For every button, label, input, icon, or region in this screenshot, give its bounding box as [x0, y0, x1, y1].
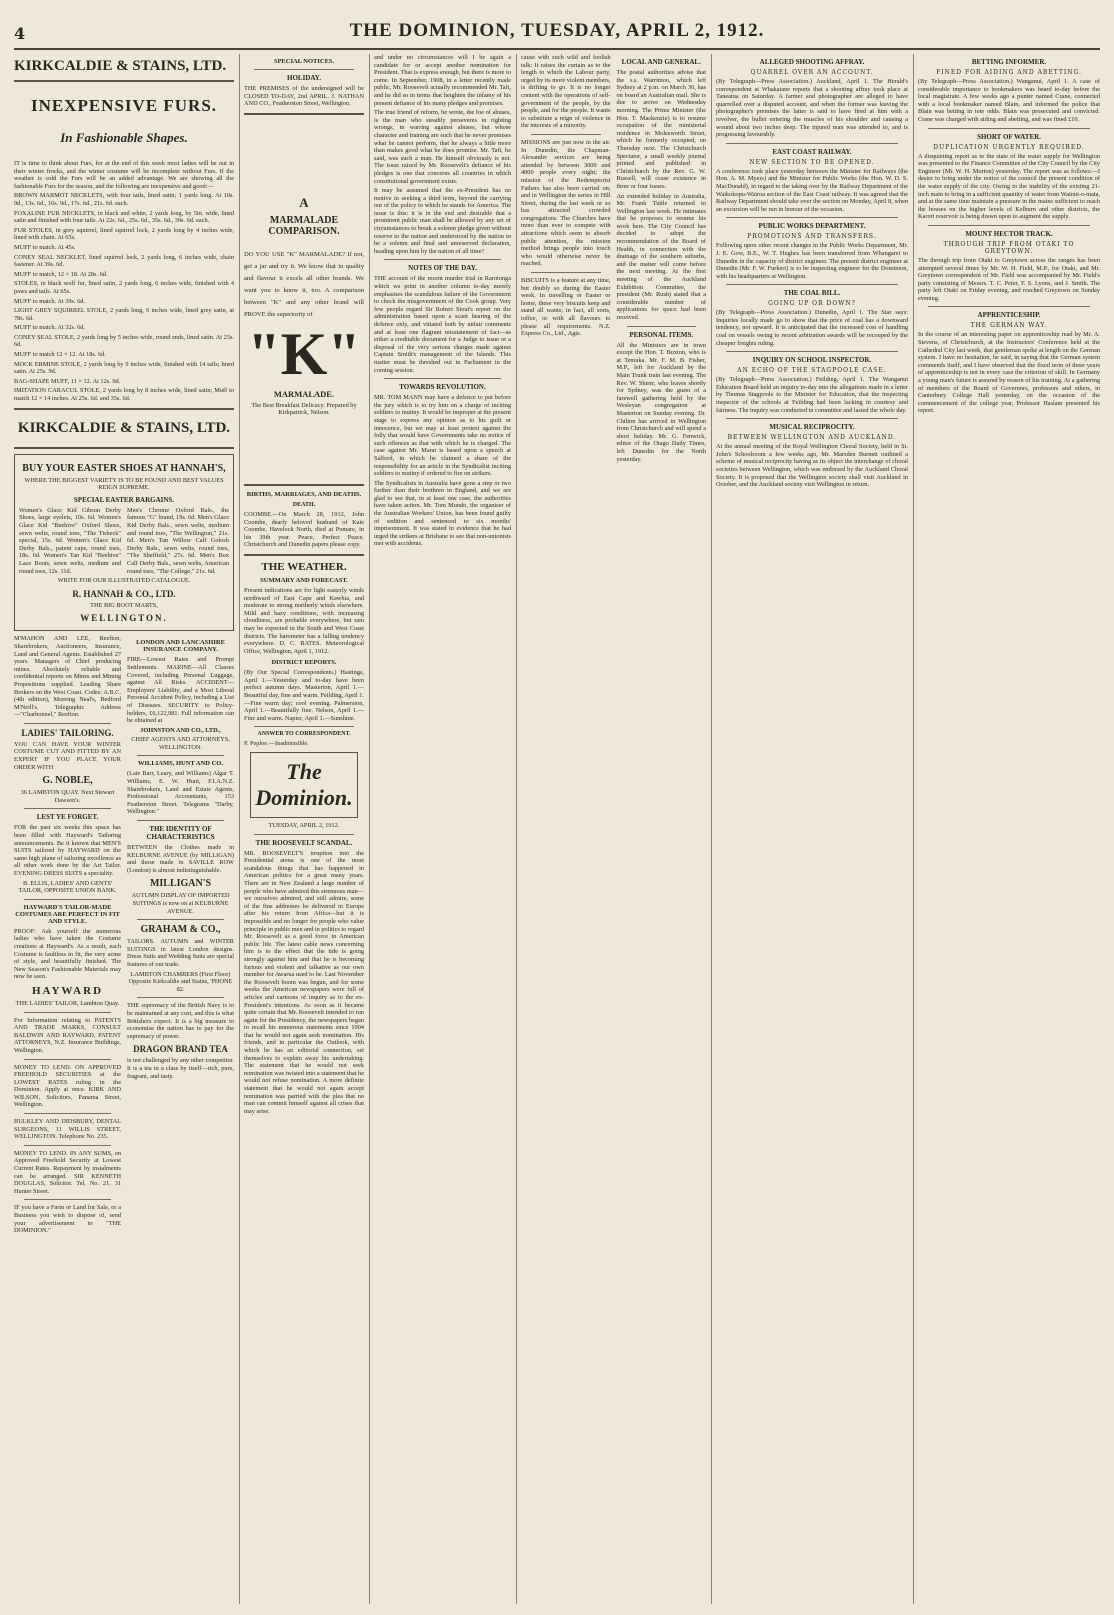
local-body: The postal authorities advise that the s.s. Warrimoo, which left Sydney at 2 p.m. on March 30, has on board an Australian mail. She is due to arrive on Wednesday morning. The Prime Minister (the Hon. T. Mackenzie) is to resume occupation of the ministerial residence in Molesworth Street, which he formerly occupied, on Thursday next. The Christchurch Spectator, a small weekly journal printed and published in Christchurch by the Rev. G. W. Russell, will cease existence in three or four issues. [616, 69, 706, 190]
marmalade-tag: The Best Breakfast Delicacy. Prepared by Kirkpatrick, Nelson. [251, 401, 357, 417]
advert-column [14, 54, 234, 1604]
editorial-column [374, 54, 511, 1604]
bmd-heading: BIRTHS, MARRIAGES, AND DEATHS. [246, 490, 362, 498]
fur-item: FUR STOLES, in grey squirrel, lined squirrel lock, 2 yards long by 4 inches wide, lined with chain. At 65s. [14, 226, 234, 242]
fur-item: IMITATION CARACUL STOLE, 2 yards long by 8 inches wide, lined satin; Muff to match 12 × 14 inches. At 25s. 6d. and 35s. 6d. [14, 387, 234, 403]
dominion-nameplate: The Dominion. [250, 752, 358, 818]
news-column [521, 54, 706, 1604]
lest-body: FOR the past six weeks this space has been filled with Hayward's Tailoring announcements. Be it known that MEN'S SUITS tailored by HAYWARD on the same high plane of tailoring excellence as all other work done by the Art Tailor. EVENING DRESS SUITS a speciality. [14, 824, 121, 877]
divider [24, 1012, 111, 1013]
editorial-paragraph: The true friend of reform, he wrote, the foe of abuses, is the man who steadily perseveres in righting wrongs, in warring against abuses, but whose character and training are such that he never promises what he cannot perform, that he always a little more than makes good what he does promise. Mr. Taft, he said, was such a man. He himself obviously is not. The issue raised by Mr. Roosevelt's defiance of his pledges is one that concerns all countries in which constitutional government exists. [374, 109, 511, 185]
shooting-body: (By Telegraph—Press Association.) Auckland, April 1. The Herald's correspondent at Whakatane reports that a shooting affray took place at Taneatua on Saturday. A farmer and photographer are alleged to have quarrelled over a disputed account, and when the former was leaving the photographer's premises the latter is said to have fired at him with a revolver, the bullet entering the muscles of his shoulder and causing a wound about two inches deep. The injured man was attended to, and is progressing favourably. [716, 78, 908, 139]
fur-item: MUFF to match. At 39s. 6d. [14, 297, 86, 305]
column-rule [913, 54, 914, 1604]
death-notice: COOMBE.—On March 28, 1912, John Coombe, dearly beloved husband of Kate Coombe, Havelock North, died at Pomare, in his 39th year. Peace, Perfect Peace. Christchurch and Dunedin papers please copy. [244, 510, 364, 549]
milligan-body: AUTUMN DISPLAY OF IMPORTED SUITINGS is now on at KELBURNE AVENUE. [131, 892, 230, 915]
personal-heading: PERSONAL ITEMS. [629, 330, 694, 339]
divider [24, 723, 111, 724]
divider [726, 351, 898, 352]
railway-heading: EAST COAST RAILWAY. [772, 147, 852, 156]
holiday-body: THE PREMISES of the undersigned will be CLOSED TO-DAY, 2nd APRIL. J. NATHAN AND CO., Featherston Street, Wellington. [244, 85, 364, 108]
divider [928, 225, 1090, 226]
divider [24, 1199, 111, 1200]
marmalade-name: MARMALADE. [273, 388, 335, 399]
apprentice-heading: APPRENTICESHIP. [977, 311, 1041, 320]
editorial-paragraph: It may be assumed that the ex-President has no motive in seeking a third term, beyond the carrying out of the policy to which he stands for America. The issue is this: it is in the end and desirable that a prominent public man shall be allowed by any set of circumstances to break a solemn pledge given without reserve to the nation and understood by the nation to be a solemn and final and unreserved declaration, heading upon him by the nation of all time? [374, 187, 511, 255]
right-ads [127, 635, 234, 1236]
divider [24, 1113, 111, 1114]
divider [726, 418, 898, 419]
fur-item: MUFF to match 12 × 12. At 18s. 6d. [14, 351, 106, 359]
local-heading: LOCAL AND GENERAL. [621, 58, 701, 66]
divider [24, 1059, 111, 1060]
fur-item: FOXALINE FUR NECKLETS, in black and white, 2 yards long, by 5in. wide, lined satin and finished with four tails. At 22s. 6d., 25s. 6d., 35s. 6d., 39s. 6d. each. [14, 209, 234, 225]
district-reports: (By Our Special Correspondents.) Hastings, April 1.—Yesterday and to-day have been perfect autumn days. Masterton, April 1.—Beautiful day, fine and warm. Feilding, April 1.—Fine warm day; cool evening. Palmerston, April 1.—Beautifully fine. Nelson, April 1.—Fine and warm. Napier, April 1.—Sunshine. [244, 669, 364, 722]
railway-subheading: NEW SECTION TO BE OPENED. [749, 158, 875, 166]
k-logo: "K" [247, 320, 361, 387]
hannah-heading: BUY YOUR EASTER SHOES AT HANNAH'S, [22, 462, 226, 474]
biscuit-advert: BISCUITS is a feature at any time, but doubly so during the Easter week. In travelling or Easter or home, these very biscuits keep and stand all wants; in fact, all sorts, toffee, or with all flavours to please all requirements. N.Z. Express Co., Ltd., Agts. [521, 277, 611, 338]
divider [137, 919, 224, 920]
lest-heading: LEST YE FORGET. [36, 813, 99, 822]
dental-advert: BULKLEY AND DIDSBURY, DENTAL SURGEONS, 11 WILLIS STREET, WELLINGTON. Telephone No. 235. [14, 1118, 121, 1141]
right-news-column [918, 54, 1100, 1604]
hannah-name: R. HANNAH & CO., LTD. [72, 588, 176, 599]
holiday-heading: HOLIDAY. [287, 74, 321, 82]
answer-body: P. Peploe.—Inadmissible. [244, 740, 309, 748]
fur-item: CONEY SEAL STOLE, 2 yards long by 5 inches wide, round ends, lined satin. At 25s. 6d. [14, 333, 234, 349]
divider [928, 306, 1090, 307]
hannah-advert [14, 454, 234, 632]
weather-heading: THE WEATHER. [261, 560, 347, 573]
editorial-continued: and under no circumstances will I be again a candidate for or accept another nomination for President. That is express enough, but there is more to come. In September, 1908, in a letter recently made public, Mr. Roosevelt actually recommended Mr. Taft, and he did so in terms that heighten the infamy of his present defiance of his many pledges and promises. [374, 54, 511, 107]
divider [137, 997, 224, 998]
revolution-body-2: The Syndicalists in Australia have gone a step or two further than their brethren in England, and we are glad to see that, in at least one case, the authorities have taken action. Mr. Tom Mundo, the organiser of the Australian Workers' Union, has been found guilty of sedition and sentenced to six months' imprisonment. It was stated in evidence that he had urged the strikers at Brisbane to see that non-unionists met with accidents. [374, 479, 511, 548]
divider [24, 899, 111, 900]
notes-body: THE account of the recent murder trial in Rarotonga which we print in another column to-day merely emphasises the scandalous failure of the Government to check the misgovernment of the Cook group. Very few people regard Sir Robert Stout's report on the administration based upon a scant hearing of the defence only, and vitiated both by unfair comments and at least one flagrant misstatement of fact—as either a creditable document for a Judge to issue or a disposal of the very serious charges made against Captain Smith's management of the Islands. This matter must be threshed out in Parliament in the coming session. [374, 275, 511, 374]
kirkcaldie-heading: KIRKCALDIE & STAINS, LTD. [14, 58, 227, 74]
lambton-chambers: LAMBTON CHAMBERS (First Floor) Opposite Kirkcaldie and Stains, 'PHONE 82. [128, 970, 233, 993]
dragon-body: is not challenged by any other competitor. It is a tea in a class by itself—rich, pure, fragrant, and tasty. [127, 1057, 234, 1080]
missions-note: MISSIONS are just now in the air. In Dunedin, the Chapman-Alexander services are being attended by between 3000 and 4000 people every night; the mission of the Redemptorist Fathers has also been carried on; and in Wellington the series in Hill Street, during the last week or so has attracted crowded congregations. The Churches have more than ever to compete with attractions which seem to absorb public attention, the mission method brings people into touch who would otherwise never be reached. [521, 138, 611, 268]
water-subheading: DUPLICATION URGENTLY REQUIRED. [933, 143, 1085, 151]
mcmahon-advert: M'MAHON AND LEE, Reefton, Sharebrokers, Auctioneers, Insurance, Land and General Agents. Established 27 years. Managers of Chief producing mines. Absolutely reliable and confidential reports on Mines and Mining Propositions supplied. Leading Share Brokers on the West Coast. Codes: A.B.C. (4th edition), Moreing Neal's, Bedford M'Neill's. Telegraphic Address—"Charbonnel," Reefton. [14, 635, 121, 719]
fur-item: BROWN MARMOT NECKLETS, with four tails, lined satin; 1 yards long. At 10s. 9d., 13s. 6d., 16s. 9d., 17s. 6d., 21s. 6d. each. [14, 192, 234, 207]
notes-heading: NOTES OF THE DAY. [408, 264, 477, 273]
divider [137, 755, 224, 756]
divider [244, 113, 364, 115]
divider [384, 259, 501, 260]
graham-name: GRAHAM & CO., [140, 924, 221, 936]
london-heading: LONDON AND LANCASHIRE INSURANCE COMPANY. [136, 639, 225, 654]
ladies-tailoring-body: YOU CAN HAVE YOUR WINTER COSTUME CUT AND FITTED BY AN EXPERT IF YOU PLACE YOUR ORDER WITH [14, 740, 121, 771]
hannah-men-list: Men's Chrome Oxford Bals., the famous "G" brand, 19s. 6d. Men's Glace Kid Derby Bals., sewn welts, medium and round toes, "The Wellington," 21s. 6d. Men's Tan Willow Calf Golosh Derby Bals., sewn welts, round toes, "The Sheffield," 27s. 6d. Men's Box Calf Derby Bals., sewn welts, American round toes, "The College," 21s. 6d. [127, 506, 229, 575]
divider [254, 834, 354, 835]
school-body: (By Telegraph—Press Association.) Feilding, April 1. The Wanganui Education Board held an inquiry to-day into the allegations made in a letter by Thomas Stagpoole to the Minister for Education, that the inspecting inspector of the schools at Feilding had been lacking in courtesy and fairness. The inquiry was conducted in committee and lasted the whole day. [716, 376, 908, 414]
hector-body: The through trip from Otaki to Greytown across the ranges has been attempted several times by Mr. W. H. Field, M.P., for Otaki, and Mr. Greytown correspondent of Mr. Field was accompanied by Mr. Field's party consisting of Messrs. T. C. Peter, F. S. Lyons, and J. Smith. The party left Otaki on Friday evening, and reached Greytown on Sunday evening. [918, 256, 1100, 302]
hannah-tag: THE BIG BOOT MARTS, [90, 601, 158, 609]
shooting-heading: ALLEGED SHOOTING AFFRAY. [759, 58, 865, 66]
divider [14, 408, 234, 410]
divider [726, 217, 898, 218]
hannah-city: WELLINGTON. [80, 613, 168, 624]
column-rule [711, 54, 712, 1604]
apprentice-body: In the course of an interesting paper on apprenticeship read by Mr. A. Stevens, of Christchurch, at the Instructors' Conference held at the Cathedral City last week, that gentleman spoke at length on the German system. I have no hesitation, he said, in saying that the German system commends itself, and I have observed that the fixed term of three years of apprenticeship is not in every case the criterion of skill. In Germany a young man's future is assured by reason of his training. At a gathering of members of the Board of Governors, professors and others, in Canterbury College Hall yesterday, on the occasion of the commencement of the college year, Professor Haslam presented his report. [918, 331, 1100, 415]
divider [254, 726, 354, 727]
fur-item: LIGHT GREY SQUIRREL STOLE, 2 yards long, 6 inches wide, lined grey satin, at 78s. 6d. [14, 307, 234, 322]
hayward-body: PROOF: Ask yourself the numerous ladies who have taken the Costume creations at Hayward's. As a result, each Costume is faultless in fit, the very acme of style, and beautifully finished. The New Season's Fashionable Materials may now be seen. [14, 927, 121, 981]
betting-subheading: FINED FOR AIDING AND ABETTING. [936, 69, 1082, 76]
patents-advert: For Information relating to PATENTS AND TRADE MARKS, CONSULT BALDWIN AND RAYWARD, PATENT ATTORNEYS, N.Z. Insurance Buildings, Wellington. [14, 1016, 121, 1054]
navy-body: THE supremacy of the British Navy is to be maintained at any cost, and this is what Britishers expect. It is a big measure to economise the nation has to pay for the supremacy of power. [127, 1002, 234, 1040]
noble-name: G. NOBLE, [42, 775, 93, 787]
apprentice-subheading: THE GERMAN WAY. [970, 322, 1048, 330]
coal-body: (By Telegraph—Press Association.) Dunedin, April 1. The Star says: Inquiries locally made go to show that the price of coal has a downward tendency, not upward. It is anticipated that the increased cost of handling coal on vessels owing to recent arbitration awards will be recouped by the cheaper freights ruling. [716, 309, 908, 347]
district-heading: DISTRICT REPORTS. [271, 659, 337, 667]
dominion-date: TUESDAY, APRIL 2, 1912. [268, 822, 340, 830]
money-advert-2: MONEY TO LEND. IN ANY SUMS, on Approved Freehold Security at Lowest Current Rates. Repayment by instalments can be arranged. SIR KENNETH DOUGLAS, Solicitor. Tel. No. 21. 31 Hunter Street. [14, 1149, 121, 1195]
divider [244, 484, 364, 486]
hannah-women-list: Women's Glace Kid Gibson Derby Shoes, large eyelets, 10s. 6d. Women's Glace Kid "Beehive" Oxford Shoes, sewn welts, round toes, "The Tisbeck" special, 15s. 6d. Women's Glace Kid Derby Bals., patent caps, round toes, 18s. 6d. Women's Tan Kid "Beehive" Lace Boots, sewn welts, medium and round toes, 12s. 11d. [19, 506, 121, 575]
hector-subheading: THROUGH TRIP FROM OTAKI TO GREYTOWN. [943, 240, 1075, 255]
divider [531, 134, 601, 135]
pwd-heading: PUBLIC WORKS DEPARTMENT. [758, 222, 866, 231]
divider [254, 69, 354, 70]
divider [14, 80, 234, 82]
marmalade-body: DO YOU USE "K" MARMALADE? If not, get a jar and try it. We know that in quality and flavour it excels all other brands. We want you to know it, too. A comparison between "K" and any other brand will PROVE the superiority of [244, 250, 364, 318]
money-advert: MONEY TO LEND. ON APPROVED FREEHOLD SECURITIES at the LOWEST RATES ruling in the Dominion. Apply at once. KIRK AND WILSON, Solicitors, Panama Street, Wellington. [14, 1063, 121, 1109]
fur-item: MUFF to match. At 45s. [14, 243, 76, 251]
school-heading: INQUIRY ON SCHOOL INSPECTOR. [752, 356, 872, 365]
column-rule [516, 54, 517, 1604]
notes-continued: cause with such wild and foolish talk: It raises the curtain as to the length to which the Labour party, urged by its more violent members, is drifting to go. It is no longer content with the operations of self-government of the people, by the people, and for the people. It wants to substitute a reign of violence in the interests of a minority. [521, 54, 611, 130]
divider [531, 272, 601, 273]
pwd-subheading: PROMOTIONS AND TRANSFERS. [747, 233, 877, 241]
fur-item: MUFF to match, 12 × 18. At 28s. 6d. [14, 270, 108, 278]
divider [384, 378, 501, 379]
notices-column [244, 54, 364, 1604]
furs-title: INEXPENSIVE FURS. [30, 96, 218, 115]
special-notices-heading: SPECIAL NOTICES. [273, 58, 335, 65]
divider [627, 326, 697, 327]
divider [928, 128, 1090, 129]
water-heading: SHORT OF WATER. [977, 132, 1041, 141]
london-body: FIRE—Lowest Rates and Prompt Settlements. MARINE—All Classes Covered, including Personal Luggage, against All Risks. ACCIDENT—Employers' Liability, and a Most Liberal Personal Accident Policy, including a List of Diseases. SECURITY to Policy-holders, £6,122,981. Full information can be obtained at [127, 656, 234, 725]
divider [726, 143, 898, 144]
personal-body: All the Ministers are in town except the Hon. T. Buxton, who is at Temuka. Mr. F. M. B. Fisher, M.P., left for Auckland by the Main Trunk train last evening. The Rev. W. Shirer, who leaves shortly for Sydney, was the guest of a farewell gathering held by the Wesleyan congregation at Masterton on Sunday evening. Dr. Chilton has arrived in Wellington from Christchurch and will spend a short holiday. Mr. G. Fenwick, editor of the Otago Daily Times, left Dunedin for the North yesterday. [616, 341, 706, 463]
fur-item: STOLES, in black wolf fur, lined satin, 2 yards long, 6 inches wide, finished with 4 paws and tails. At 65s. [14, 280, 234, 295]
betting-heading: BETTING INFORMER. [971, 58, 1047, 66]
divider [137, 820, 224, 821]
marmalade-title: MARMALADE COMPARISON. [268, 214, 340, 237]
shooting-subheading: QUARREL OVER AN ACCOUNT. [750, 69, 874, 76]
fur-item: MOCK ERMINE STOLE, 2 yards long by 9 inches wide, finished with 14 tails; lined satin. At 25s. 9d. [14, 360, 234, 376]
london-agent: JOHNSTON AND CO., LTD., [140, 726, 221, 734]
milligan-name: MILLIGAN'S [149, 878, 212, 890]
musical-heading: MUSICAL RECIPROCITY. [769, 423, 855, 432]
masthead [14, 18, 1100, 50]
musical-subheading: BETWEEN WELLINGTON AND AUCKLAND. [727, 434, 897, 442]
left-ads [14, 635, 121, 1236]
betting-body: (By Telegraph—Press Association.) Wanganui, April 1. A case of considerable importance to bookmakers was heard to-day before the local magistrate. A few weeks ago a punter named Crane, connected with a local bookmaker named Blain, and informed the police that Blain was betting in tote odds. Blain was prosecuted and convicted. Crane was charged with aiding and abetting, and was fined £10. [918, 78, 1100, 123]
ellis-advert: B. ELLIS, LADIES' AND GENTS' TAILOR, OPPOSITE UNION BANK. [18, 879, 117, 895]
water-body: A disquieting report as to the state of the water supply for Wellington was presented to the Finance Committee of the City Council by the City Engineer (Mr. W. H. Morton) yesterday. The report was as follows:—I desire to bring under the notice of the council the present condition of the water supply of the city. Owing to the inability of the existing 21-inch main to bring in a sufficient quantity of water from Wainui-o-mata, and at the same time maintain a pressure in the mains sufficient to reach the houses on the higher levels of Kelburn and other districts, the Karori reservoir is being drawn upon to augment the supply. [918, 152, 1100, 221]
hayward-name: HAYWARD [31, 984, 104, 997]
revolution-heading: TOWARDS REVOLUTION. [399, 383, 486, 392]
ladies-tailoring-heading: LADIES' TAILORING. [21, 727, 114, 738]
kirkcaldie-heading-2: KIRKCALDIE & STAINS, LTD. [17, 419, 231, 436]
divider [24, 1145, 111, 1146]
revolution-body: MR. TOM MANN may have a defence to put before the jury which is to try him on a charge of inciting soldiers to mutiny. It would be improper at the present stage to express any opinion as to his guilt or innocence, but we may at least protest against the folly that would have Governments take no notice of such offences as that with which he is charged. The case against Mr. Mann is based upon a speech at Salford, in which he claimed a share of the responsibility for an article in the Syndicalist inciting soldiers to mutiny if ordered to fire on strikers. [374, 394, 511, 478]
fur-item: CONEY SEAL NECKLET, lined squirrel lock, 2 yards long, 6 inches wide, chain fastener. At 39s. 6d. [14, 253, 234, 269]
marmalade-a: A [299, 194, 309, 210]
hayward-heading: HAYWARD'S TAILOR-MADE COSTUMES ARE PERFECT IN FIT AND STYLE. [15, 903, 120, 925]
masthead-title: THE DOMINION, TUESDAY, APRIL 2, 1912. [349, 20, 765, 41]
williams-body: (Late Barr, Leary, and Williams) Algar T. Williams, E. W. Hunt, F.I.A.N.Z. Sharebrokers, Land and Estate Agents, Professional Accountants, 153 Featherston Street. Telegrams "Darby, Wellington." [127, 770, 234, 816]
divider [726, 284, 898, 285]
editorial-body: MR. ROOSEVELT'S irruption into the Presidential arena is one of the most scandalous things that has happened in American politics for a great many years. There are in New Zealand a large number of people who have admired this strenuous man—we ourselves admired, and still admire, some of the fine addresses he delivered in Europe after his return from Africa—but it is impossible and no longer for people who value principle in public men and in politics to regard Mr. Roosevelt as a good force in American public life. The latest cable news concerning him is to the effect that the tide is going strongly against him and that he is becoming furious and violent and talkative as our own member for Awarua used to be. Last November the Roosevelt boom was begun, and for some weeks the American newspapers were full of articles and cartoons of inquiry as to the ex-President's intentions. As soon as it became quite certain that Mr. Roosevelt intended to run again for the Presidency, the newspapers began to recall his numerous statements since 1904 that he would not again seek nomination. His friends, and in particular the Outlook, with which he has an editorial connection, set themselves to explain away his undertaking. The statement that he would not seek nomination was twisted into a statement that he would not refuse nomination. A more definite statement that he would not again accept nomination was parried with the plea that no man can commit himself against all crises that may arise. [244, 849, 364, 1115]
london-agent-2: CHIEF AGENTS AND ATTORNEYS, WELLINGTON. [131, 736, 230, 751]
editorial-heading: THE ROOSEVELT SCANDAL. [255, 838, 353, 847]
musical-body: At the annual meeting of the Royal Wellington Choral Society, held in St. John's Schoolroom a few weeks ago, Mr. Marsden Burnett outlined a scheme of musical reciprocity having as its object the interchange of choral societies between Wellington, which was endorsed by the Auckland Choral Society. It is proposed that the Wellington society shall visit Auckland in October, and the Auckland society visit Wellington in return. [716, 443, 908, 489]
furs-subtitle: In Fashionable Shapes. [60, 130, 188, 145]
graham-body: TAILORS. AUTUMN and WINTER SUITINGS in latest London designs. Dress Suits and Wedding Suits are special features of our trade. [127, 938, 234, 968]
coal-subheading: GOING UP OR DOWN? [768, 300, 856, 308]
furs-list [14, 192, 234, 402]
answer-heading: ANSWER TO CORRESPONDENT. [257, 731, 351, 738]
school-subheading: AN ECHO OF THE STAGPOOLE CASE. [737, 367, 887, 375]
railway-body: A conference took place yesterday between the Minister for Railways (the Hon. A. M. Myers) and the Minister for Public Works (the Hon. W. D. S. MacDonald), in regard to the taking over by the Railway Department of the Waikokopu-Wairoa section of the East Coast railway. It was agreed that the Railway Department should take over the section on Monday, April 8, when an excursion will be run in honour of the occasion. [716, 167, 908, 213]
dominion-advert: IF you have a Farm or Land for Sale, or a Business you wish to dispose of, send your advertisement to "THE DOMINION." [14, 1204, 121, 1235]
divider [244, 554, 364, 556]
dragon-name: DRAGON BRAND TEA [133, 1044, 228, 1055]
fur-item: BAG-SHAPE MUFF, 11 × 12. At 12s. 9d. [14, 377, 121, 385]
column-rule [369, 54, 370, 1604]
hayward-tag: THE LADIES' TAILOR, Lambton Quay. [15, 999, 120, 1007]
noble-address: 36 LAMBTON QUAY. Next Stewart Dawson's. [20, 789, 115, 804]
hannah-catalogue: WRITE FOR OUR ILLUSTRATED CATALOGUE. [57, 577, 191, 585]
fur-item: MUFF to match. At 32s. 6d. [14, 324, 86, 332]
weather-subheading: SUMMARY AND FORECAST. [260, 576, 348, 584]
pwd-body: Following upon other recent changes in the Public Works Department, Mr. J. E. Gow, B.E., W. T. Hughes has been transferred from Whangarei to Dunedin in the capacity of district engineer. The present district engineer at Dunedin (Mr. F. W. Furkert) is to be inspecting engineer for the Dominion, with his headquarters at Wellington. [716, 242, 908, 280]
weather-forecast: Present indications are for light easterly winds northward of East Cape and Kawhia, and moderate to strong northerly winds elsewhere. Mild and hazy conditions, with increasing cloudiness, are probable everywhere, but rain may be expected in the South and West Coast districts. The barometer has a falling tendency everywhere. D. C. BATES. Meteorological Office, Wellington, April 1, 1912. [244, 586, 364, 655]
hannah-special: SPECIAL EASTER BARGAINS. [73, 495, 175, 504]
coal-heading: THE COAL BILL. [783, 289, 841, 298]
reports-column [716, 54, 908, 1604]
hector-heading: MOUNT HECTOR TRACK. [965, 229, 1053, 238]
page-number: 4 [14, 24, 26, 43]
local-body-2: An extended holiday in Australia, Mr. Frank Tuttle returned to Wellington last week. He intimates that he proposes to resume his work here. The City Council has decided to adopt the recommendation of the Board of Health, in connection with the drainage of the southern suburbs, and the matter will come before the next meeting. At the first meeting of the Auckland Exhibition Committee, the president (Mr. Rush) stated that a considerable number of applications for space had been received. [616, 192, 706, 321]
furs-intro: IT is time to think about Furs, for at the end of this week most ladies will be out in their winter frocks, and the winter costume will be incomplete without Furs. If the weather is cold the Furs will be an added advantage. We are showing all the fashionable Furs for the season, and the following are inexpensive and good:— [14, 160, 234, 190]
death-heading: DEATH. [292, 501, 316, 508]
identity-heading: THE IDENTITY OF CHARACTERISTICS [146, 825, 215, 842]
column-rule [239, 54, 240, 1604]
identity-body: BETWEEN the Clothes made in KELBURNE AVENUE (by MILLIGAN) and those made in SAVILLE ROW (London) is almost indistinguishable. [127, 844, 234, 874]
williams-heading: WILLIAMS, HUNT AND CO. [138, 760, 223, 768]
divider [14, 447, 234, 449]
divider [24, 808, 111, 809]
hannah-subheading: WHERE THE BIGGEST VARIETY IS TO BE FOUND AND BEST VALUES REIGN SUPREME. [24, 476, 224, 492]
